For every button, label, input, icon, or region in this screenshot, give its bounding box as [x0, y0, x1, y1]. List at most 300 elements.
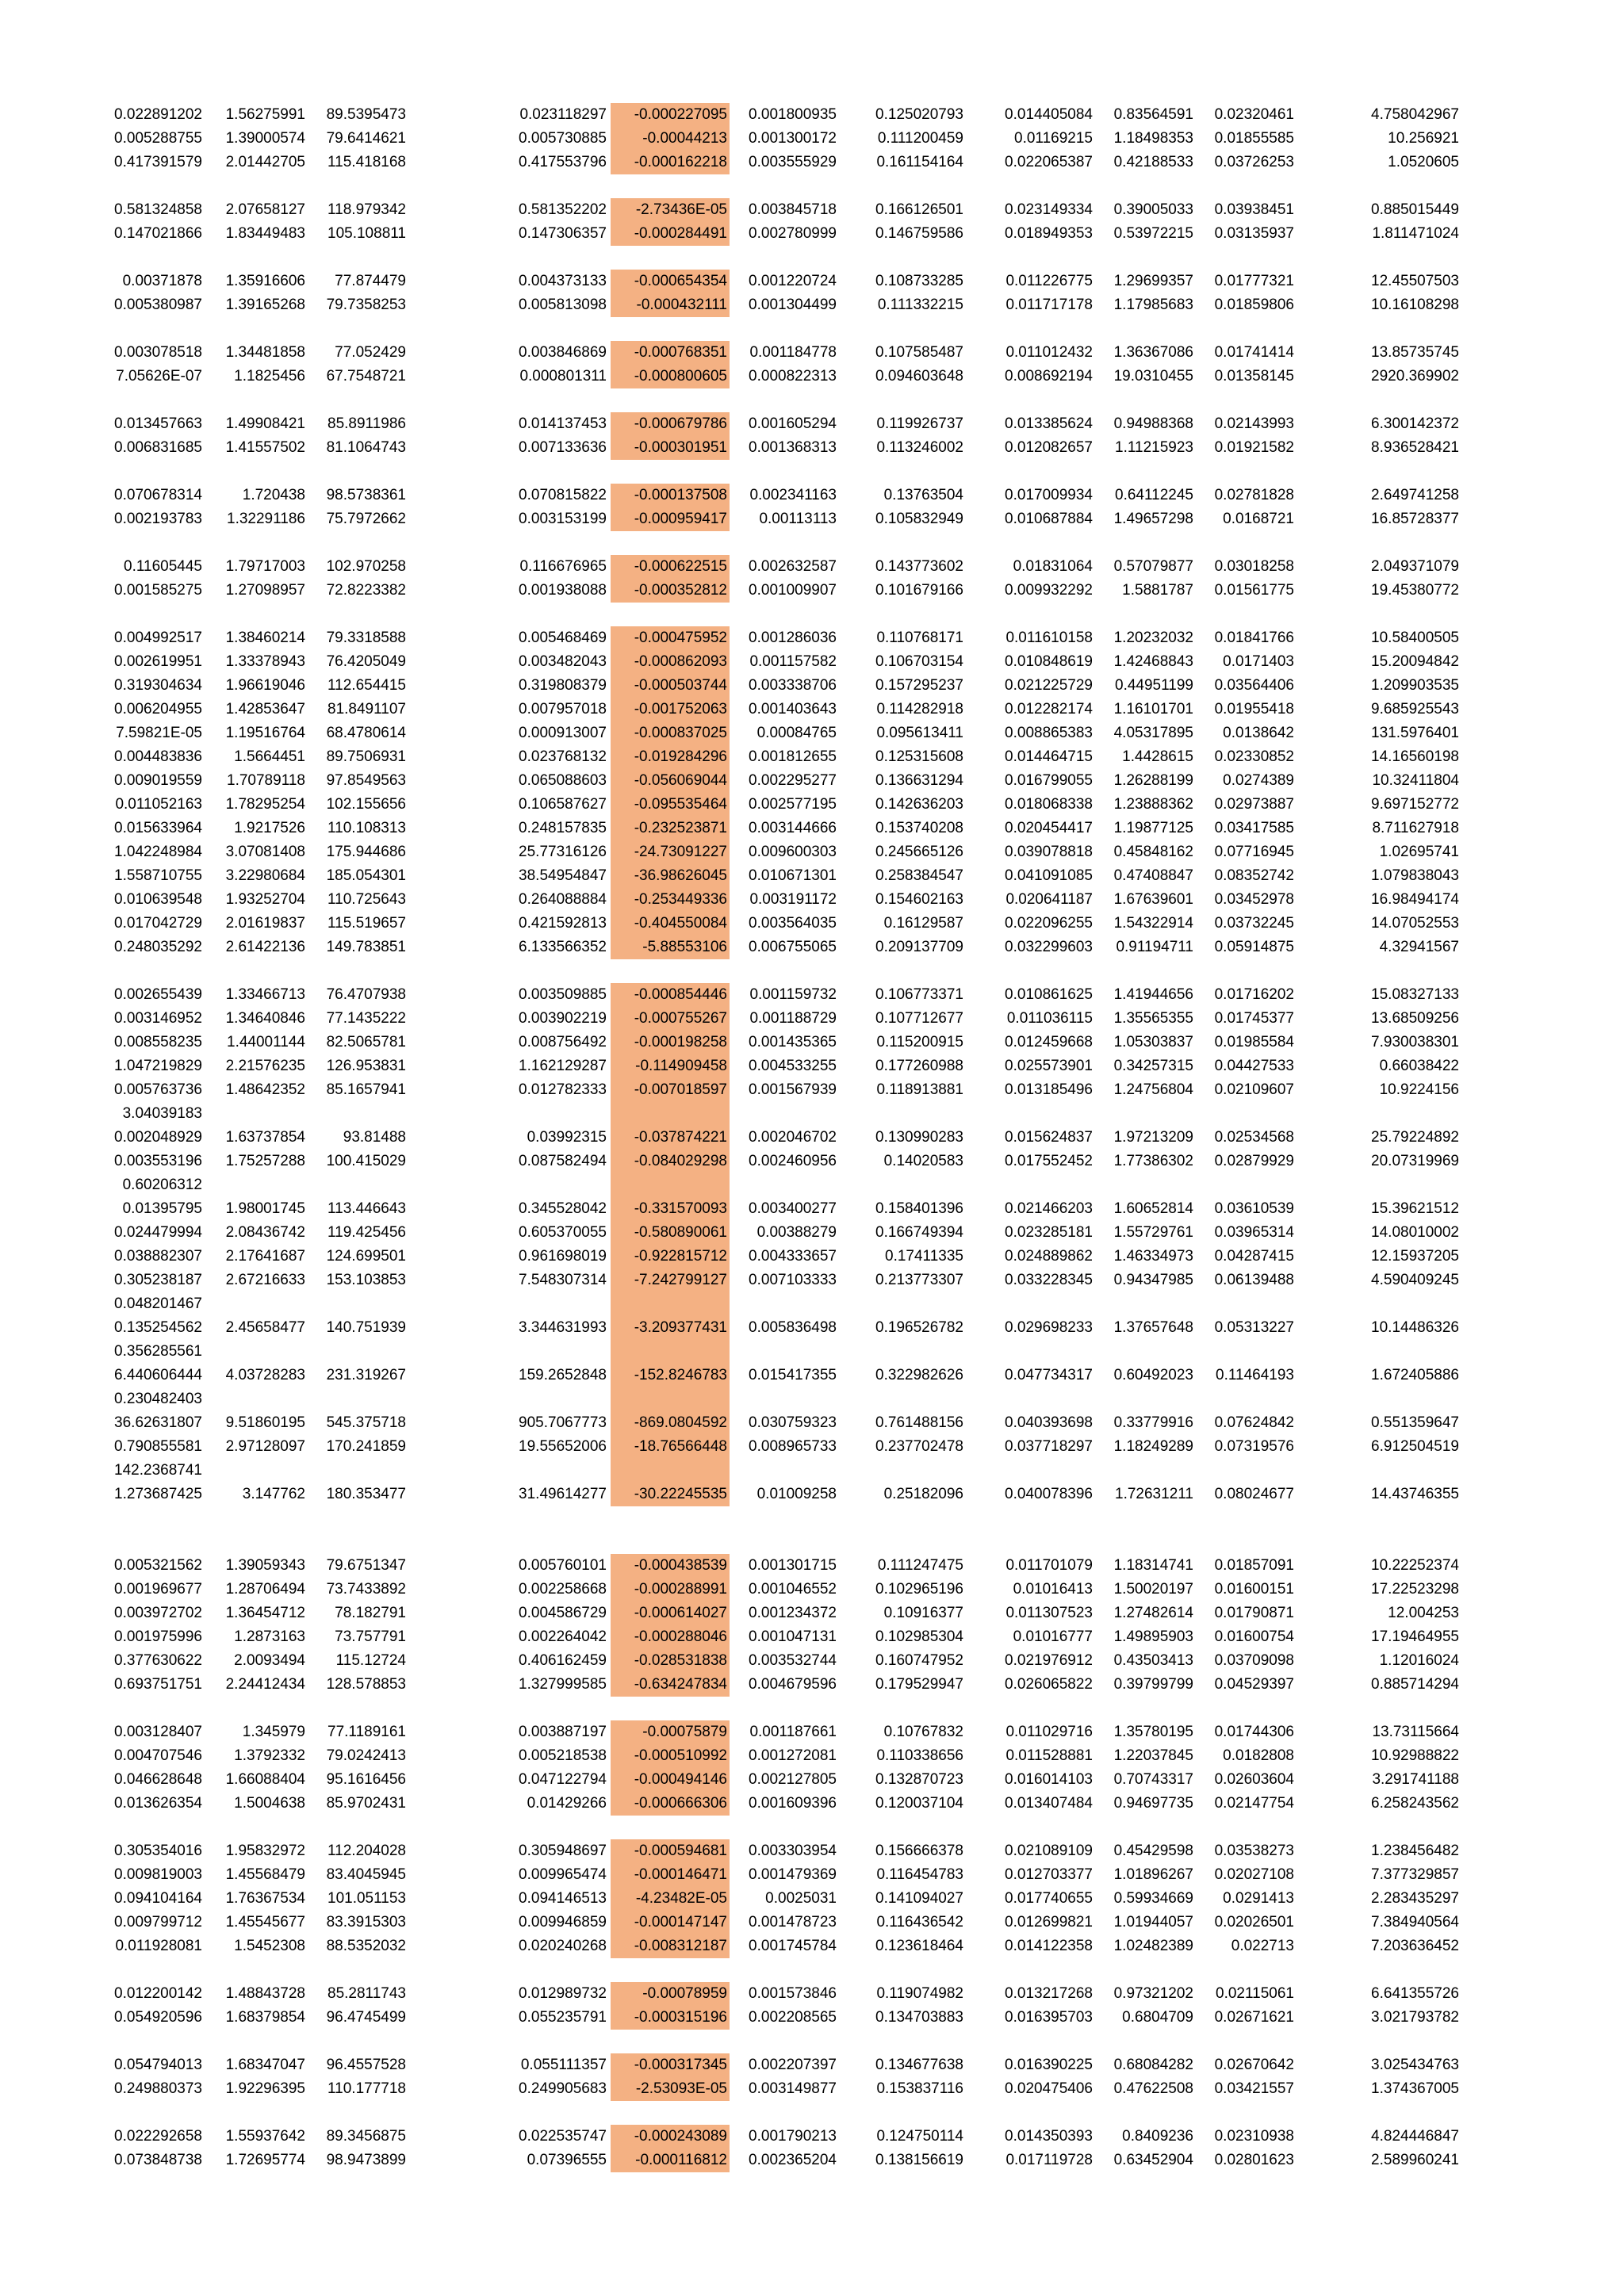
cell-value: 0.63452904 [1113, 2152, 1193, 2168]
cell-value: 0.319808379 [519, 677, 607, 694]
cell-value: 0.003303954 [749, 1843, 837, 1859]
cell-value: 0.761488156 [875, 1414, 963, 1431]
cell-value: 0.003146952 [114, 1010, 202, 1027]
cell-value: 98.9473899 [326, 2152, 406, 2168]
cell-value: 0.002207397 [749, 2057, 837, 2073]
cell-value: 0.0182808 [1223, 1747, 1294, 1764]
cell-value: 0.011052163 [115, 796, 202, 813]
cell-value: 0.008865383 [1005, 725, 1093, 741]
cell-value: 0.004533255 [749, 1058, 837, 1074]
table-row [0, 1554, 1624, 1578]
table-row [0, 270, 1624, 293]
table-row [0, 864, 1624, 888]
cell-value: 0.94347985 [1113, 1272, 1193, 1288]
cell-value: 0.116436542 [876, 1914, 963, 1931]
highlighted-cell: -0.000768351 [634, 344, 727, 361]
cell-value: 9.697152772 [1371, 796, 1459, 813]
cell-value: 0.130990283 [875, 1129, 963, 1146]
table-row [0, 1839, 1624, 1863]
cell-value: 0.022096255 [1005, 915, 1093, 932]
cell-value: 149.783851 [326, 939, 406, 955]
cell-value: 0.017042729 [114, 915, 202, 932]
cell-value: 1.77386302 [1113, 1153, 1193, 1169]
cell-value: 1.96619046 [225, 677, 305, 694]
cell-value: 0.03726253 [1214, 154, 1294, 170]
cell-value: 2.01619837 [225, 915, 305, 932]
cell-value: 0.021466203 [1005, 1200, 1093, 1217]
cell-value: 0.011928081 [115, 1938, 202, 1954]
cell-value: 0.023149334 [1005, 201, 1093, 218]
cell-value: 0.147021866 [114, 225, 202, 242]
cell-value: 0.64112245 [1115, 487, 1193, 503]
table-row [0, 1269, 1624, 1292]
cell-value: 100.415029 [326, 1153, 406, 1169]
cell-value: 0.002341163 [749, 487, 837, 503]
cell-value: 0.004707546 [114, 1747, 202, 1764]
cell-value: 0.157295237 [875, 677, 963, 694]
cell-value: 0.01831064 [1013, 558, 1093, 575]
cell-value: 4.05317895 [1113, 725, 1193, 741]
cell-value: 0.001938088 [519, 582, 607, 599]
cell-value: 0.016395703 [1005, 2009, 1093, 2026]
cell-value: 3.291741188 [1372, 1771, 1459, 1788]
cell-value: 115.519657 [327, 915, 406, 932]
highlighted-cell: -24.73091227 [634, 844, 727, 860]
cell-value: 6.300142372 [1371, 415, 1459, 432]
table-row [0, 1768, 1624, 1792]
cell-value: 128.578853 [326, 1676, 406, 1693]
cell-value: 0.0168721 [1223, 511, 1294, 527]
cell-value: 7.203636452 [1371, 1938, 1459, 1954]
cell-value: 1.42468843 [1113, 653, 1193, 670]
cell-value: 0.45429598 [1113, 1843, 1193, 1859]
cell-value: 4.758042967 [1371, 106, 1459, 123]
cell-value: 0.01429266 [527, 1795, 607, 1812]
cell-value: 0.006831685 [114, 439, 202, 456]
cell-value: 0.001435365 [749, 1034, 837, 1050]
cell-value: 0.02143993 [1214, 415, 1294, 432]
cell-value: 0.047734317 [1005, 1367, 1093, 1383]
cell-value: 0.009019559 [114, 772, 202, 789]
cell-value: 0.91194711 [1116, 939, 1193, 955]
cell-value: 16.85728377 [1371, 511, 1459, 527]
table-row [0, 1340, 1624, 1364]
cell-value: 0.102965196 [875, 1581, 963, 1598]
cell-value: 905.7067773 [519, 1414, 607, 1431]
cell-value: 25.77316126 [519, 844, 607, 860]
cell-value: 0.026065822 [1005, 1676, 1093, 1693]
cell-value: 1.63737854 [225, 1129, 305, 1146]
cell-value: 1.49908421 [225, 415, 305, 432]
cell-value: 0.53972215 [1113, 225, 1193, 242]
cell-value: 83.4045945 [326, 1866, 406, 1883]
cell-value: 0.68084282 [1113, 2057, 1193, 2073]
cell-value: 1.209903535 [1371, 677, 1459, 694]
highlighted-cell: -0.056069044 [634, 772, 727, 789]
cell-value: 98.5738361 [326, 487, 406, 503]
cell-value: 118.979342 [327, 201, 406, 218]
cell-value: 1.34640846 [225, 1010, 305, 1027]
cell-value: 0.605370055 [519, 1224, 607, 1241]
cell-value: 96.4745499 [326, 2009, 406, 2026]
cell-value: 0.8409236 [1122, 2128, 1193, 2145]
cell-value: 0.05914875 [1214, 939, 1294, 955]
cell-value: 0.01395795 [122, 1200, 202, 1217]
cell-value: 73.7433892 [326, 1581, 406, 1598]
table-row [0, 222, 1624, 246]
cell-value: 0.094104164 [114, 1890, 202, 1907]
cell-value: 0.70743317 [1113, 1771, 1193, 1788]
highlighted-cell: -0.253449336 [634, 891, 727, 908]
highlighted-cell: -0.008312187 [634, 1938, 727, 1954]
cell-value: 0.046628648 [114, 1771, 202, 1788]
cell-value: 0.160747952 [875, 1652, 963, 1669]
cell-value: 0.581324858 [114, 201, 202, 218]
cell-value: 110.108313 [327, 820, 406, 836]
cell-value: 0.790855581 [114, 1438, 202, 1455]
cell-value: 8.936528421 [1371, 439, 1459, 456]
cell-value: 0.01741414 [1214, 344, 1294, 361]
table-row [0, 1387, 1624, 1411]
cell-value: 119.425456 [327, 1224, 406, 1241]
cell-value: 19.0310455 [1113, 368, 1193, 385]
cell-value: 0.01841766 [1214, 629, 1294, 646]
cell-value: 0.04427533 [1214, 1058, 1294, 1074]
cell-value: 2.67216633 [225, 1272, 305, 1288]
cell-value: 1.26288199 [1113, 772, 1193, 789]
table-row [0, 626, 1624, 650]
cell-value: 0.47622508 [1113, 2080, 1193, 2097]
cell-value: 131.5976401 [1371, 725, 1459, 741]
cell-value: 0.345528042 [519, 1200, 607, 1217]
cell-value: 0.08024677 [1214, 1486, 1294, 1502]
table-row [0, 1031, 1624, 1054]
cell-value: 0.01009258 [756, 1486, 837, 1502]
cell-value: 1.02482389 [1113, 1938, 1193, 1954]
cell-value: 0.070815822 [519, 487, 607, 503]
cell-value: 0.008756492 [519, 1034, 607, 1050]
cell-value: 10.14486326 [1371, 1319, 1459, 1336]
cell-value: 4.590409245 [1371, 1272, 1459, 1288]
cell-value: 1.68347047 [225, 2057, 305, 2073]
cell-value: 0.005288755 [114, 130, 202, 147]
cell-value: 83.3915303 [326, 1914, 406, 1931]
cell-value: 1.35780195 [1113, 1724, 1193, 1740]
cell-value: 0.01777321 [1214, 273, 1294, 289]
cell-value: 0.012782333 [519, 1081, 607, 1098]
cell-value: 0.004373133 [519, 273, 607, 289]
cell-value: 0.581352202 [519, 201, 607, 218]
cell-value: 0.007103333 [749, 1272, 837, 1288]
cell-value: 0.07716945 [1214, 844, 1294, 860]
cell-value: 0.003144666 [749, 820, 837, 836]
highlighted-cell: -4.23482E-05 [635, 1890, 727, 1907]
highlighted-cell: -0.019284296 [634, 748, 727, 765]
cell-value: 3.344631993 [519, 1319, 607, 1336]
cell-value: 0.47408847 [1113, 867, 1193, 884]
cell-value: 0.005730885 [519, 130, 607, 147]
table-row [0, 1887, 1624, 1911]
cell-value: 0.166126501 [875, 201, 963, 218]
cell-value: 102.155656 [326, 796, 406, 813]
cell-value: 14.07052553 [1371, 915, 1459, 932]
cell-value: 113.446643 [327, 1200, 406, 1217]
cell-value: 0.002208565 [749, 2009, 837, 2026]
cell-value: 0.009932292 [1005, 582, 1093, 599]
cell-value: 0.39005033 [1113, 201, 1193, 218]
cell-value: 2.0093494 [234, 1652, 305, 1669]
cell-value: 15.08327133 [1371, 986, 1459, 1003]
cell-value: 0.551359647 [1371, 1414, 1459, 1431]
cell-value: 0.094146513 [519, 1890, 607, 1907]
table-row [0, 198, 1624, 222]
cell-value: 0.07396555 [527, 2152, 607, 2168]
table-row [0, 1863, 1624, 1887]
cell-value: 0.01985584 [1214, 1034, 1294, 1050]
cell-value: 0.054920596 [114, 2009, 202, 2026]
cell-value: 1.92296395 [225, 2080, 305, 2097]
cell-value: 0.01016777 [1013, 1628, 1093, 1645]
cell-value: 89.3456875 [326, 2128, 406, 2145]
cell-value: 0.01955418 [1214, 701, 1294, 718]
cell-value: 0.003902219 [519, 1010, 607, 1027]
cell-value: 0.003972702 [114, 1605, 202, 1621]
cell-value: 545.375718 [326, 1414, 406, 1431]
cell-value: 0.021089109 [1005, 1843, 1093, 1859]
cell-value: 0.03610539 [1214, 1200, 1294, 1217]
cell-value: 1.5452308 [234, 1938, 305, 1954]
cell-value: 0.003149877 [749, 2080, 837, 2097]
cell-value: 0.007133636 [519, 439, 607, 456]
cell-value: 0.001478723 [749, 1914, 837, 1931]
cell-value: 0.012703377 [1005, 1866, 1093, 1883]
cell-value: 20.07319969 [1371, 1153, 1459, 1169]
cell-value: 0.110768171 [876, 629, 963, 646]
table-row [0, 1435, 1624, 1459]
cell-value: 180.353477 [326, 1486, 406, 1502]
cell-value: 0.005380987 [114, 297, 202, 313]
cell-value: 13.73115664 [1372, 1724, 1459, 1740]
cell-value: 1.79717003 [225, 558, 305, 575]
cell-value: 0.94697735 [1113, 1795, 1193, 1812]
table-row [0, 769, 1624, 793]
cell-value: 0.113246002 [876, 439, 963, 456]
cell-value: 101.051153 [327, 1890, 406, 1907]
cell-value: 9.51860195 [225, 1414, 305, 1431]
cell-value: 0.065088603 [519, 772, 607, 789]
cell-value: 0.107712677 [875, 1010, 963, 1027]
highlighted-cell: -0.000288991 [634, 1581, 727, 1598]
cell-value: 115.418168 [327, 154, 406, 170]
cell-value: 0.114282918 [876, 701, 963, 718]
cell-value: 1.079838043 [1371, 867, 1459, 884]
cell-value: 0.02310938 [1214, 2128, 1294, 2145]
cell-value: 0.101679166 [875, 582, 963, 599]
cell-value: 0.002632587 [749, 558, 837, 575]
cell-value: 3.04039183 [122, 1105, 202, 1122]
table-row [0, 650, 1624, 674]
cell-value: 1.01944057 [1113, 1914, 1193, 1931]
table-row [0, 912, 1624, 936]
cell-value: 0.57079877 [1113, 558, 1193, 575]
cell-value: 0.018949353 [1005, 225, 1093, 242]
cell-value: 0.177260988 [875, 1058, 963, 1074]
table-row [0, 2077, 1624, 2101]
cell-value: 97.8549563 [326, 772, 406, 789]
cell-value: 0.02801623 [1214, 2152, 1294, 2168]
cell-value: 1.46334973 [1113, 1248, 1193, 1265]
cell-value: 0.011012432 [1005, 344, 1093, 361]
cell-value: 0.07319576 [1214, 1438, 1294, 1455]
cell-value: 14.08010002 [1371, 1224, 1459, 1241]
cell-value: 1.76367534 [225, 1890, 305, 1907]
table-row [0, 1720, 1624, 1744]
cell-value: 13.85735745 [1371, 344, 1459, 361]
highlighted-cell: -0.028531838 [634, 1652, 727, 1669]
cell-value: 0.02603604 [1214, 1771, 1294, 1788]
cell-value: 0.111332215 [877, 297, 963, 313]
cell-value: 1.27098957 [225, 582, 305, 599]
cell-value: 0.020240268 [519, 1938, 607, 1954]
cell-value: 1.0520605 [1388, 154, 1459, 170]
cell-value: 0.011528881 [1005, 1747, 1093, 1764]
table-row [0, 1221, 1624, 1245]
cell-value: 0.009946859 [519, 1914, 607, 1931]
cell-value: 1.75257288 [225, 1153, 305, 1169]
cell-value: 1.4428615 [1122, 748, 1193, 765]
cell-value: 7.930038301 [1371, 1034, 1459, 1050]
cell-value: 0.013385624 [1005, 415, 1093, 432]
cell-value: 0.095613411 [876, 725, 963, 741]
cell-value: 0.001304499 [749, 297, 837, 313]
table-row [0, 1102, 1624, 1126]
cell-value: 0.00113113 [759, 511, 837, 527]
cell-value: 0.421592813 [519, 915, 607, 932]
cell-value: 0.11605445 [124, 558, 202, 575]
table-row [0, 1007, 1624, 1031]
cell-value: 0.024889862 [1005, 1248, 1093, 1265]
cell-value: 1.17985683 [1113, 297, 1193, 313]
cell-value: 0.010687884 [1005, 511, 1093, 527]
cell-value: 2.049371079 [1371, 558, 1459, 575]
highlighted-cell: -0.007018597 [634, 1081, 727, 1098]
cell-value: 76.4707938 [326, 986, 406, 1003]
cell-value: 0.004992517 [114, 629, 202, 646]
cell-value: 0.179529947 [875, 1676, 963, 1693]
cell-value: 0.002460956 [749, 1153, 837, 1169]
cell-value: 0.003532744 [749, 1652, 837, 1669]
cell-value: 0.115200915 [876, 1034, 963, 1050]
cell-value: 0.002577195 [749, 796, 837, 813]
cell-value: 73.757791 [335, 1628, 406, 1645]
cell-value: 0.014350393 [1005, 2128, 1093, 2145]
cell-value: 85.2811743 [327, 1985, 406, 2002]
cell-value: 88.5352032 [326, 1938, 406, 1954]
highlighted-cell: -0.000438539 [634, 1557, 727, 1574]
cell-value: 1.05303837 [1113, 1034, 1193, 1050]
cell-value: 1.98001745 [225, 1200, 305, 1217]
cell-value: 14.16560198 [1371, 748, 1459, 765]
cell-value: 0.03018258 [1214, 558, 1294, 575]
table-row [0, 2149, 1624, 2172]
cell-value: 1.41944656 [1113, 986, 1193, 1003]
table-row [0, 888, 1624, 912]
cell-value: 0.012282174 [1005, 701, 1093, 718]
cell-value: 0.012989732 [519, 1985, 607, 2002]
cell-value: 0.001046552 [749, 1581, 837, 1598]
cell-value: 0.006204955 [114, 701, 202, 718]
cell-value: 77.052429 [335, 344, 406, 361]
cell-value: 0.002295277 [749, 772, 837, 789]
cell-value: 0.417391579 [114, 154, 202, 170]
cell-value: 0.106703154 [875, 653, 963, 670]
cell-value: 0.248157835 [519, 820, 607, 836]
cell-value: 0.008558235 [114, 1034, 202, 1050]
cell-value: 0.022891202 [114, 106, 202, 123]
cell-value: 0.0138642 [1223, 725, 1294, 741]
cell-value: 10.92988822 [1371, 1747, 1459, 1764]
cell-value: 1.811471024 [1372, 225, 1459, 242]
cell-value: 79.0242413 [326, 1747, 406, 1764]
cell-value: 0.319304634 [114, 677, 202, 694]
cell-value: 0.003153199 [519, 511, 607, 527]
cell-value: 0.305238187 [114, 1272, 202, 1288]
cell-value: 1.45545677 [225, 1914, 305, 1931]
table-row [0, 1744, 1624, 1768]
cell-value: 0.018068338 [1005, 796, 1093, 813]
cell-value: 89.5395473 [326, 106, 406, 123]
cell-value: 79.3318588 [326, 629, 406, 646]
cell-value: 0.10767832 [883, 1724, 963, 1740]
cell-value: 1.22037845 [1113, 1747, 1193, 1764]
cell-value: 85.8911986 [327, 415, 406, 432]
highlighted-cell: -7.242799127 [634, 1272, 727, 1288]
cell-value: 0.156666378 [875, 1843, 963, 1859]
cell-value: 1.18314741 [1113, 1557, 1193, 1574]
table-row [0, 1625, 1624, 1649]
cell-value: 0.14020583 [883, 1153, 963, 1169]
cell-value: 0.143773602 [875, 558, 963, 575]
cell-value: 10.256921 [1388, 130, 1459, 147]
highlighted-cell: -0.001752063 [634, 701, 727, 718]
cell-value: 0.0274389 [1223, 772, 1294, 789]
cell-value: 0.125020793 [875, 106, 963, 123]
cell-value: 0.020475406 [1005, 2080, 1093, 2097]
cell-value: 0.02147754 [1214, 1795, 1294, 1812]
cell-value: 112.204028 [327, 1843, 406, 1859]
cell-value: 0.017119728 [1005, 2152, 1093, 2168]
cell-value: 77.1435222 [326, 1010, 406, 1027]
cell-value: 0.001403643 [749, 701, 837, 718]
cell-value: 85.1657941 [326, 1081, 406, 1098]
highlighted-cell: -0.331570093 [634, 1200, 727, 1217]
cell-value: 0.000822313 [749, 368, 837, 385]
cell-value: 0.001368313 [749, 439, 837, 456]
cell-value: 12.004253 [1388, 1605, 1459, 1621]
highlighted-cell: -0.000862093 [634, 653, 727, 670]
cell-value: 1.1825456 [234, 368, 305, 385]
cell-value: 0.001187661 [749, 1724, 837, 1740]
cell-value: 0.014122358 [1005, 1938, 1093, 1954]
cell-value: 6.641355726 [1371, 1985, 1459, 2002]
cell-value: 1.49657298 [1113, 511, 1193, 527]
table-row [0, 2053, 1624, 2077]
table-row [0, 745, 1624, 769]
cell-value: 0.17411335 [885, 1248, 963, 1265]
cell-value: 1.20232032 [1113, 629, 1193, 646]
cell-value: 0.002655439 [114, 986, 202, 1003]
table-row [0, 1292, 1624, 1316]
